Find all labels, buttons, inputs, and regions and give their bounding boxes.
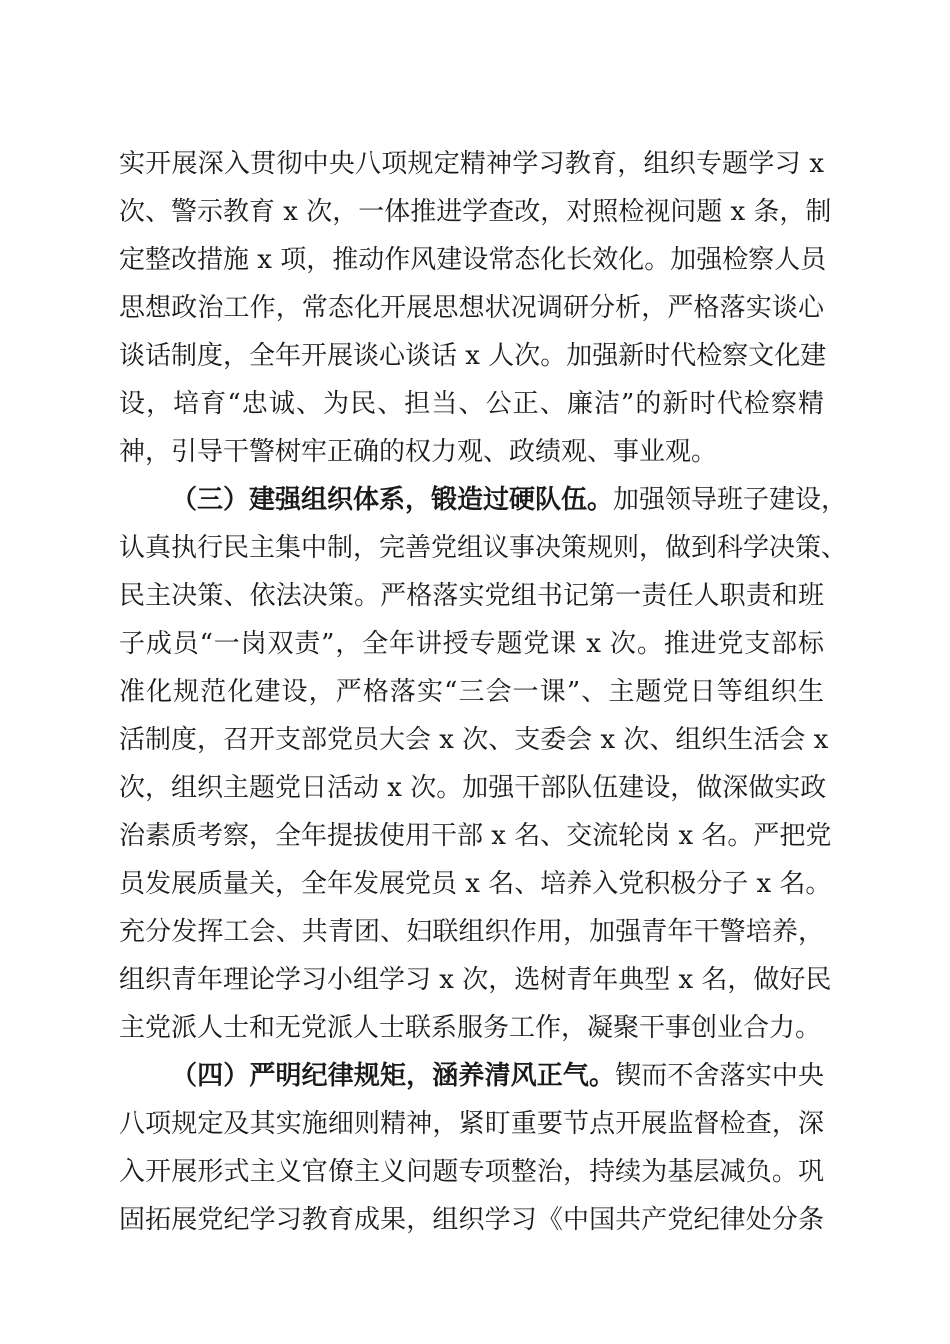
paragraph1-line-5: 谈话制度，全年开展谈心谈话 x 人次。加强新时代检察文化建 bbox=[119, 341, 827, 371]
paragraph1-line-6: 设，培育“忠诚、为民、担当、公正、廉洁”的新时代检察精 bbox=[119, 389, 824, 419]
paragraph2-line-6: 活制度，召开支部党员大会 x 次、支委会 x 次、组织生活会 x bbox=[119, 725, 829, 755]
paragraph3-line-3: 入开展形式主义官僚主义问题专项整治，持续为基层减负。巩 bbox=[119, 1157, 824, 1187]
paragraph2-line-5: 准化规范化建设，严格落实“三会一课”、主题党日等组织生 bbox=[119, 677, 824, 707]
paragraph3-first-line bbox=[171, 1056, 824, 1096]
paragraph2-line-12: 主党派人士和无党派人士联系服务工作，凝聚干事创业合力。 bbox=[119, 1013, 822, 1043]
paragraph1-line-3: 定整改措施 x 项，推动作风建设常态化长效化。加强检察人员 bbox=[119, 245, 827, 275]
paragraph1-line-7: 神，引导干警树牢正确的权力观、政绩观、事业观。 bbox=[119, 437, 718, 467]
paragraph1-line-2: 次、警示教育 x 次，一体推进学查改，对照检视问题 x 条，制 bbox=[119, 197, 832, 227]
paragraph1-line-4: 思想政治工作，常态化开展思想状况调研分析，严格落实谈心 bbox=[119, 293, 824, 323]
paragraph3-heading: （四）严明纪律规矩，涵养清风正气。 bbox=[171, 1061, 616, 1091]
paragraph1-line-1: 实开展深入贯彻中央八项规定精神学习教育，组织专题学习 x bbox=[119, 149, 824, 179]
paragraph2-line-7: 次，组织主题党日活动 x 次。加强干部队伍建设，做深做实政 bbox=[119, 773, 827, 803]
paragraph3-line-2: 八项规定及其实施细则精神，紧盯重要节点开展监督检查，深 bbox=[119, 1109, 824, 1139]
paragraph2-line-11: 组织青年理论学习小组学习 x 次，选树青年典型 x 名，做好民 bbox=[119, 965, 832, 995]
paragraph2-first-line-rest: 加强领导班子建设， bbox=[613, 485, 848, 515]
paragraph2-line-10: 充分发挥工会、共青团、妇联组织作用，加强青年干警培养， bbox=[119, 917, 824, 947]
paragraph2-line-9: 员发展质量关，全年发展党员 x 名、培养入党积极分子 x 名。 bbox=[119, 869, 832, 899]
paragraph2-line-8: 治素质考察，全年提拔使用干部 x 名、交流轮岗 x 名。严把党 bbox=[119, 821, 832, 851]
paragraph2-heading: （三）建强组织体系，锻造过硬队伍。 bbox=[171, 485, 614, 515]
paragraph2-line-4: 子成员“一岗双责”，全年讲授专题党课 x 次。推进党支部标 bbox=[119, 629, 824, 659]
paragraph2-line-3: 民主决策、依法决策。严格落实党组书记第一责任人职责和班 bbox=[119, 581, 824, 611]
paragraph3-first-line-rest: 锲而不舍落实中央 bbox=[615, 1061, 824, 1091]
paragraph2-first-line bbox=[171, 480, 848, 520]
paragraph3-line-4: 固拓展党纪学习教育成果，组织学习《中国共产党纪律处分条 bbox=[119, 1205, 824, 1235]
paragraph2-line-2: 认真执行民主集中制，完善党组议事决策规则，做到科学决策、 bbox=[119, 533, 848, 563]
